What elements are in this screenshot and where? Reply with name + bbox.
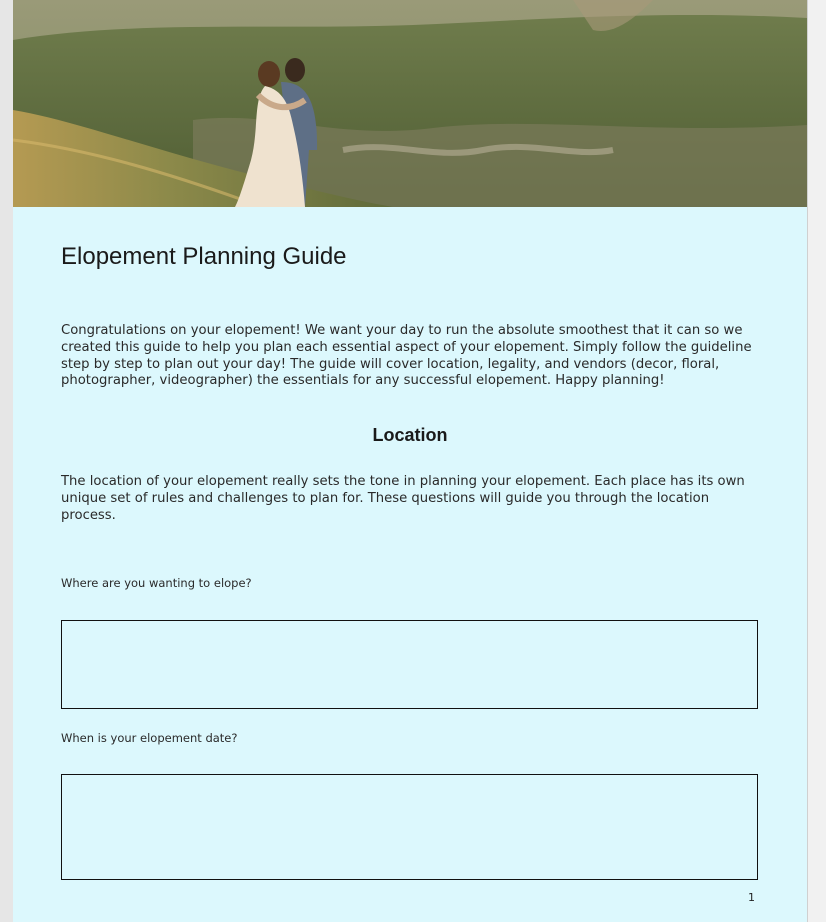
intro-paragraph: Congratulations on your elopement! We want your day to run the absolute smoothest that it can so we created this guide to help you plan each essential aspect of your elopement. Simply follow the guideline step by step to plan out your day! The guide will cover location, legality, and vendors (decor, floral, photographer, videographer) the essentials for any successful elopement. Happy planning! [61, 323, 752, 389]
answer-box-where[interactable] [61, 620, 758, 709]
section-paragraph-location: The location of your elopement really sets the tone in planning your elopement. Each place has its own unique set of rules and challenges to plan for. These questions will guide you through the location process. [61, 474, 745, 523]
question-label-where: Where are you wanting to elope? [61, 576, 252, 590]
scrollbar-gutter[interactable] [807, 0, 826, 922]
hero-photo-illustration [13, 0, 807, 207]
answer-box-when[interactable] [61, 774, 758, 880]
section-heading-location: Location [372, 425, 448, 445]
question-label-when: When is your elopement date? [61, 731, 238, 745]
document-page [13, 0, 807, 922]
hero-photo-couple-hillside [13, 0, 807, 207]
document-title: Elopement Planning Guide [61, 243, 347, 270]
page-number: 1 [748, 891, 755, 904]
